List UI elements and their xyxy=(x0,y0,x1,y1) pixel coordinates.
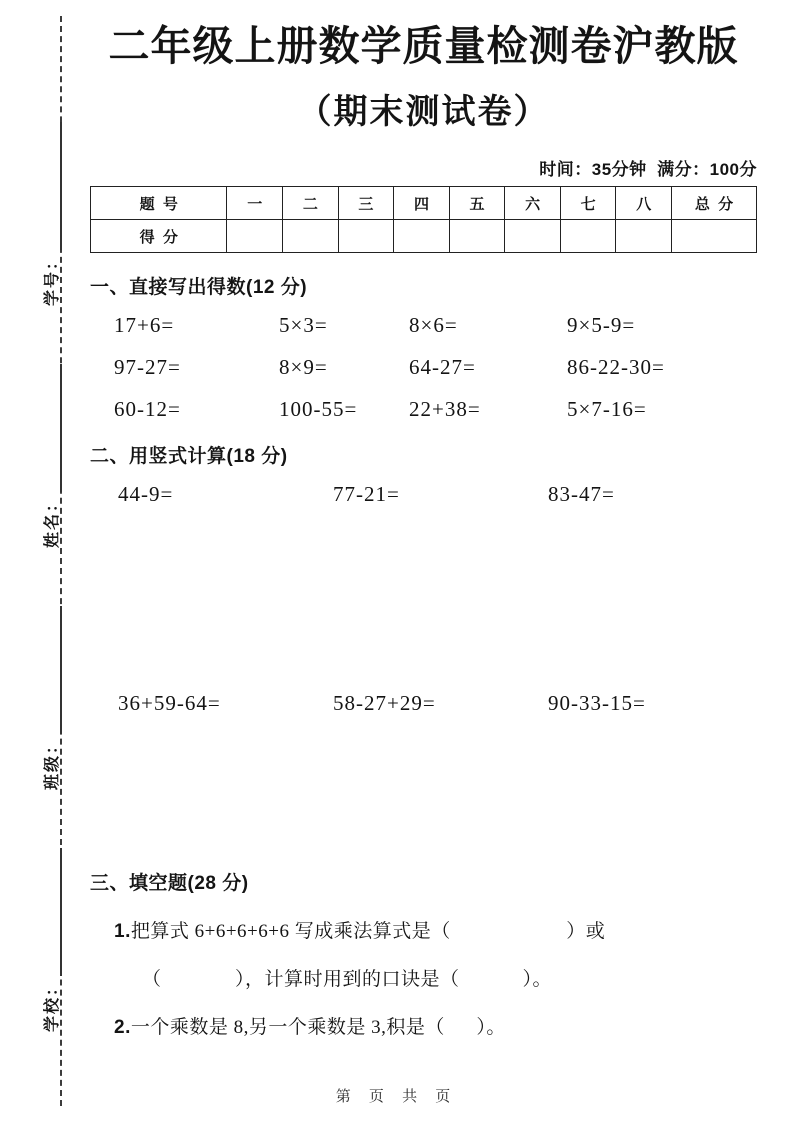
score-table-score-cell xyxy=(616,220,672,253)
page-footer: 第 页 共 页 xyxy=(335,1088,458,1105)
math-problem: 77-21= xyxy=(333,482,400,507)
write-in-line xyxy=(45,122,62,250)
score-table-header-cell: 二 xyxy=(283,187,339,220)
question-number: 2. xyxy=(114,1017,131,1039)
math-problem: 5×3= xyxy=(279,313,328,338)
score-table-header-cell: 四 xyxy=(394,187,450,220)
math-problem: 90-33-15= xyxy=(548,691,646,716)
score-table-header-row xyxy=(91,187,757,220)
question-text: 把算式 6+6+6+6+6 写成乘法算式是（ ）或 xyxy=(130,921,606,943)
math-problem: 8×9= xyxy=(279,355,328,380)
math-problem: 58-27+29= xyxy=(333,691,436,716)
score-table-header-cell: 三 xyxy=(338,187,394,220)
section2-problems-row2 xyxy=(90,691,757,716)
time-score-info: 时间：35分钟 满分：100分 xyxy=(539,160,757,180)
write-in-line xyxy=(45,606,62,734)
score-table-score-cell xyxy=(672,220,757,253)
student-info-strip xyxy=(28,64,62,1032)
math-problem: 22+38= xyxy=(409,397,481,422)
section2-problems-row1 xyxy=(90,482,757,507)
score-table xyxy=(90,186,757,253)
student-info-label: 学校： xyxy=(44,977,61,1032)
score-table-score-cell: 得 分 xyxy=(91,220,227,253)
math-problem: 60-12= xyxy=(114,397,181,422)
question-2 xyxy=(90,1012,757,1039)
score-table-score-cell xyxy=(394,220,450,253)
score-table-score-cell xyxy=(338,220,394,253)
section1-heading: 一、直接写出得数(12 分) xyxy=(90,277,308,299)
score-table-header-cell: 题 号 xyxy=(91,187,227,220)
question-1-line-1 xyxy=(90,916,757,943)
write-in-line xyxy=(45,364,62,492)
score-table-header-cell: 六 xyxy=(505,187,561,220)
paper-subtitle: （期末测试卷） xyxy=(297,93,550,132)
score-table-header-cell: 一 xyxy=(227,187,283,220)
math-problem: 9×5-9= xyxy=(567,313,636,338)
score-table-score-cell xyxy=(449,220,505,253)
student-info-label: 学号： xyxy=(44,251,61,306)
student-info-field xyxy=(39,64,62,306)
student-info-label: 班级： xyxy=(44,735,61,790)
student-info-field xyxy=(39,306,62,548)
score-table-score-cell xyxy=(560,220,616,253)
math-problem: 44-9= xyxy=(118,482,174,507)
math-problem: 36+59-64= xyxy=(118,691,221,716)
score-table-header-cell: 七 xyxy=(560,187,616,220)
section2-heading: 二、用竖式计算(18 分) xyxy=(90,446,288,468)
score-table-header-cell: 总 分 xyxy=(672,187,757,220)
question-number: 1. xyxy=(114,921,131,943)
question-1-line-2 xyxy=(90,964,757,991)
score-table-score-cell xyxy=(505,220,561,253)
score-table-score-cell xyxy=(283,220,339,253)
section3-questions xyxy=(90,916,757,1039)
paper-content xyxy=(90,22,757,1039)
score-table-score-cell xyxy=(227,220,283,253)
section1-problems xyxy=(90,313,757,422)
math-problem: 83-47= xyxy=(548,482,615,507)
math-problem: 5×7-16= xyxy=(567,397,647,422)
math-problem: 97-27= xyxy=(114,355,181,380)
math-problem: 64-27= xyxy=(409,355,476,380)
math-problem: 86-22-30= xyxy=(567,355,665,380)
write-in-line xyxy=(45,848,62,976)
workspace-blank xyxy=(90,716,757,868)
question-text: （ ），计算时用到的口诀是（ ）。 xyxy=(142,969,553,991)
math-problem: 17+6= xyxy=(114,313,175,338)
score-table-score-row xyxy=(91,220,757,253)
student-info-field xyxy=(39,790,62,1032)
math-problem: 8×6= xyxy=(409,313,458,338)
score-table-header-cell: 八 xyxy=(616,187,672,220)
workspace-blank xyxy=(90,507,757,677)
math-problem: 100-55= xyxy=(279,397,358,422)
question-text: 一个乘数是 8,另一个乘数是 3,积是（ ）。 xyxy=(130,1017,506,1039)
paper-title: 二年级上册数学质量检测卷沪教版 xyxy=(108,23,739,69)
student-info-label: 姓名： xyxy=(44,493,61,548)
score-table-header-cell: 五 xyxy=(449,187,505,220)
student-info-field xyxy=(39,548,62,790)
section3-heading: 三、填空题(28 分) xyxy=(90,873,249,895)
